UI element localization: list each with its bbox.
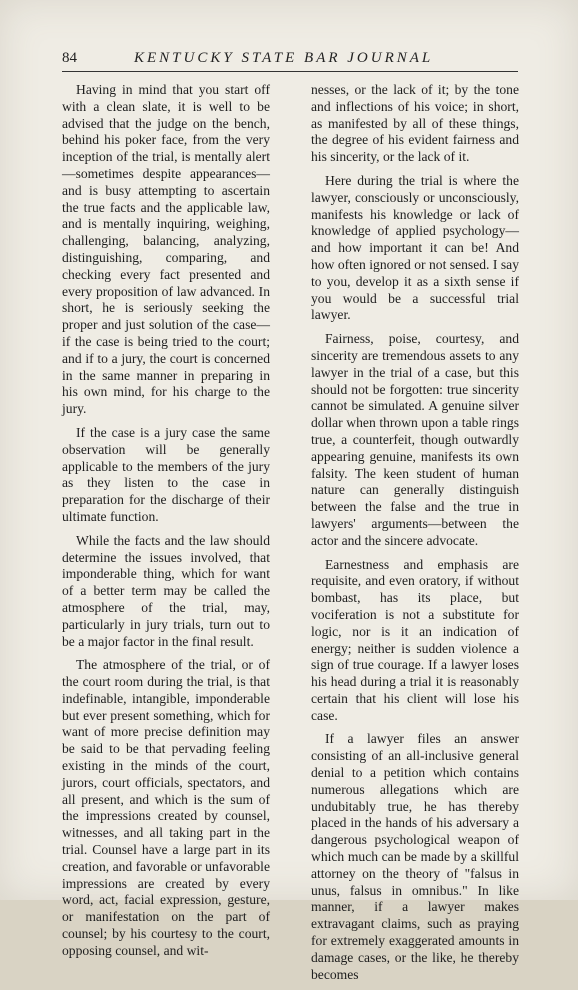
- paragraph: Here during the trial is where the lawyer, consciously or unconsciously, manifests his knowledge or lack of knowledge of applied psychology—and how important it can be! And how often ignored or not sensed. I say to you, develop it as a sixth sense if you would be a successful trial lawyer.: [311, 172, 519, 323]
- page-number: 84: [62, 50, 77, 66]
- running-title: KENTUCKY STATE BAR JOURNAL: [134, 50, 434, 66]
- paragraph-continuation: nesses, or the lack of it; by the tone and inflections of his voice; in short, as manifested by all of these things, the degree of his evident fairness and his sincerity, or the lack of it.: [311, 82, 519, 165]
- right-column: [311, 82, 519, 990]
- header-rule: [62, 71, 518, 72]
- paragraph: Earnestness and emphasis are requisite, and even oratory, if without bombast, has its place, but vociferation is not a substitute for logic, nor is it an indication of energy; neither is sudden violence a sign of true courage. If a lawyer loses his head during a trial it is reasonably certain that his client will lose his case.: [311, 556, 519, 723]
- paragraph: While the facts and the law should determine the issues involved, that imponderable thing, which for want of a better term may be called the atmosphere of the trial, may, particularly in jury trials, turn out to be a major factor in the final result.: [62, 532, 270, 649]
- paragraph: The atmosphere of the trial, or of the court room during the trial, is that indefinable, intangible, imponderable but ever present something, which for want of more precise definition may be said to be that pervading feeling existing in the minds of the court, jurors, court officials, spectators, and all present, and which is the sum of the impressions created by counsel, witnesses, and all taking part in the trial. Counsel have a large part in its creation, and favorable or unfavorable impressions are created by every word, act, facial expression, gesture, or manifestation on the part of counsel; by his courtesy to the court, opposing counsel, and wit-: [62, 657, 270, 958]
- paragraph: Fairness, poise, courtesy, and sincerity are tremendous assets to any lawyer in the trial of a case, but this should not be forgotten: true sincerity cannot be simulated. A genuine silver dollar when thrown upon a table rings true, a counterfeit, though outwardly appearing genuine, manifests its own falsity. The keen student of human nature can generally distinguish between the false and the true in lawyers' arguments—between the actor and the sincere advocate.: [311, 331, 519, 548]
- paragraph: If the case is a jury case the same observation will be generally applicable to the members of the jury as they listen to the case in preparation for the discharge of their ultimate function.: [62, 424, 270, 524]
- paragraph: Having in mind that you start off with a clean slate, it is well to be advised that the judge on the bench, behind his poker face, from the very inception of the trial, is mentally alert—sometimes despite appearances—and is busy attempting to ascertain the true facts and the applicable law, and is mentally inquiring, weighing, challenging, balancing, analyzing, distinguishing, comparing, and checking every fact presented and every proposition of law advanced. In short, he is seriously seeking the proper and just solution of the case—if the case is being tried to the court; and if to a jury, the court is concerned in the same manner in preparing in his own mind, for his charge to the jury.: [62, 82, 270, 417]
- left-column: [62, 82, 270, 967]
- paragraph: If a lawyer files an answer consisting of an all-inclusive general denial to a petition which contains numerous allegations which are undubitably true, he has thereby placed in the hands of his adversary a dangerous psychological weapon of which much can be made by a skillful attorney on the theory of "falsus in unus, falsus in omnibus." In like manner, if a lawyer makes extravagant claims, such as praying for extremely exaggerated amounts in damage cases, or the like, he thereby becomes: [311, 731, 519, 982]
